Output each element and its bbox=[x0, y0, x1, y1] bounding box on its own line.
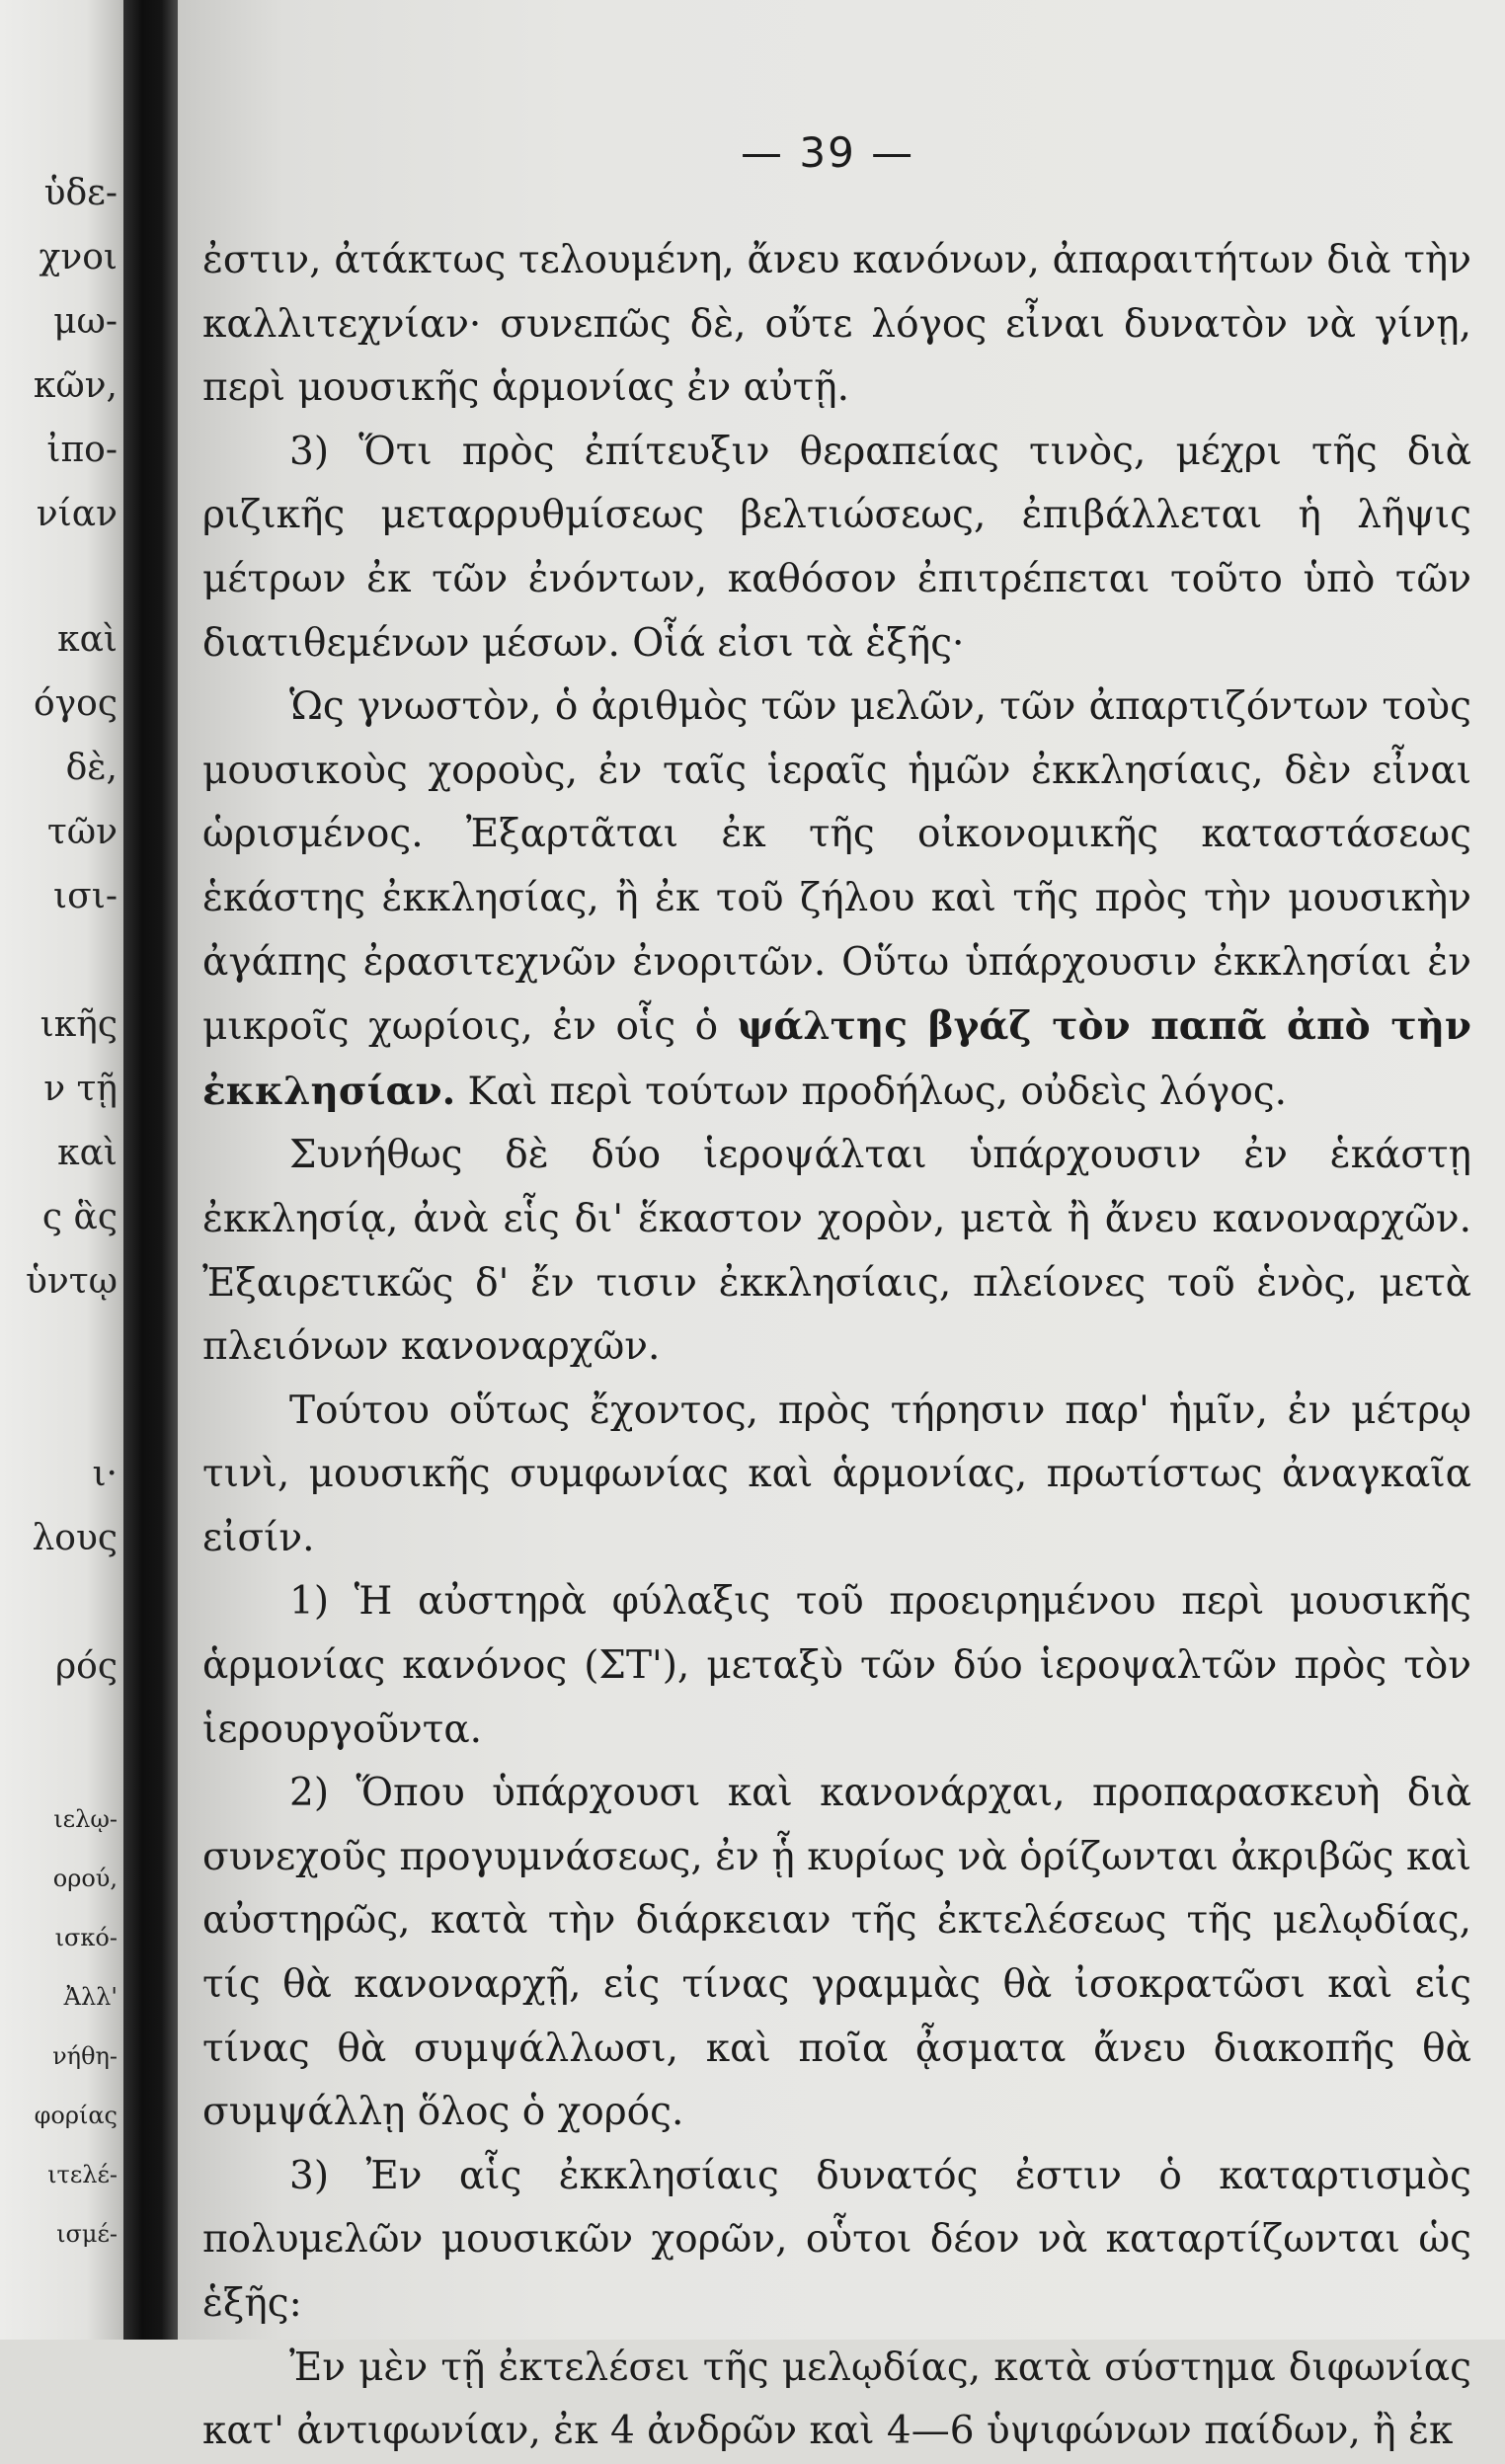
text-run: 3) Ὅτι πρὸς ἐπίτευξιν θεραπείας τινὸς, μέχρι τῆς διὰ ριζικῆς μεταρρυθμίσεως βελτιώσεως, ἐπιβάλλεται ἡ λῆψις μέτρων ἐκ τῶν ἐνόντων, καθόσον ἐπιτρέπεται τοῦτο ὑπὸ τῶν διατιθεμένων μέσων. Οἷά εἰσι τὰ ἑξῆς· bbox=[202, 429, 1471, 666]
facing-page-fragment: Ἀλλ' bbox=[63, 1983, 118, 2011]
facing-page-fragment: ὑδε- bbox=[43, 173, 118, 213]
text-run: ἐστιν, ἀτάκτως τελουμένη, ἄνευ κανόνων, ἀπαραιτήτων διὰ τὴν καλλιτεχνίαν· συνεπῶς δὲ, οὔτε λόγος εἶναι δυνατὸν νὰ γίνῃ, περὶ μουσικῆς ἁρμονίας ἐν αὐτῇ. bbox=[202, 238, 1471, 411]
facing-page-fragment: ς ἃς bbox=[41, 1197, 118, 1237]
facing-page-fragment: νήθη- bbox=[52, 2042, 118, 2070]
paragraph bbox=[202, 229, 1471, 421]
text-run: Καὶ περὶ τούτων προδήλως, οὐδεὶς λόγος. bbox=[455, 1069, 1288, 1114]
facing-page-fragment: ορού, bbox=[52, 1865, 118, 1892]
text-run: 2) Ὅπου ὑπάρχουσι καὶ κανονάρχαι, προπαρασκευὴ διὰ συνεχοῦς προγυμνάσεως, ἐν ᾗ κυρίως νὰ ὁρίζωνται ἀκριβῶς καὶ αὐστηρῶς, κατὰ τὴν διάρκειαν τῆς ἐκτελέσεως τῆς μελῳδίας, τίς θὰ κανοναρχῇ, εἰς τίνας γραμμὰς θὰ ἰσοκρατῶσι καὶ εἰς τίνας θὰ συμψάλλωσι, καὶ ποῖα ᾆσματα ἄνευ διακοπῆς θὰ συμψάλλῃ ὅλος ὁ χορός. bbox=[202, 1771, 1471, 2135]
facing-page-fragment: ρός bbox=[55, 1646, 118, 1687]
facing-page-fragment: ιελῳ- bbox=[53, 1805, 118, 1833]
facing-page-fragment: καὶ bbox=[57, 619, 118, 660]
text-run: Συνήθως δὲ δύο ἱεροψάλται ὑπάρχουσιν ἐν ἑκάστῃ ἐκκλησίᾳ, ἀνὰ εἷς δι' ἕκαστον χορὸν, μετὰ ἢ ἄνευ κανοναρχῶν. Ἐξαιρετικῶς δ' ἔν τισιν ἐκκλησίαις, πλείονες τοῦ ἑνὸς, μετὰ πλειόνων κανοναρχῶν. bbox=[202, 1133, 1471, 1370]
facing-page-fragment: τῶν bbox=[46, 812, 118, 852]
facing-page-edge bbox=[0, 0, 123, 2340]
facing-page-fragment: ὑντῳ bbox=[25, 1261, 118, 1302]
text-run: 3) Ἐν αἷς ἐκκλησίαις δυνατός ἐστιν ὁ καταρτισμὸς πολυμελῶν μουσικῶν χορῶν, οὗτοι δέον νὰ καταρτίζωνται ὡς ἑξῆς: bbox=[202, 2153, 1471, 2326]
paragraph bbox=[202, 421, 1471, 676]
text-run: 1) Ἡ αὐστηρὰ φύλαξις τοῦ προειρημένου περὶ μουσικῆς ἁρμονίας κανόνος (ΣΤ'), μεταξὺ τῶν δύο ἱεροψαλτῶν πρὸς τὸν ἱερουργοῦντα. bbox=[202, 1579, 1471, 1752]
facing-page-fragment: νίαν bbox=[36, 494, 118, 534]
facing-page-fragment: ισκό- bbox=[54, 1924, 118, 1951]
facing-page-fragment: χνοι bbox=[39, 237, 118, 278]
paragraph bbox=[202, 1570, 1471, 1762]
facing-page-fragment: ἰπο- bbox=[46, 430, 118, 470]
facing-page-fragment: ι· bbox=[92, 1454, 118, 1494]
paragraph bbox=[202, 1762, 1471, 2145]
facing-page-fragment: λους bbox=[32, 1518, 118, 1558]
page-number: — 39 — bbox=[741, 128, 915, 177]
facing-page-fragment: κῶν, bbox=[33, 365, 118, 406]
paragraph bbox=[202, 676, 1471, 1124]
book-gutter bbox=[123, 0, 178, 2340]
facing-page-fragment: όγος bbox=[33, 683, 118, 724]
paragraph bbox=[202, 2337, 1471, 2464]
facing-page-fragment: καὶ bbox=[57, 1133, 118, 1173]
bold-phrase: ψάλτης βγάζ τὸν παπᾶ ἀπὸ τὴν ἐκκλησίαν. bbox=[202, 1003, 1471, 1114]
body-text bbox=[202, 229, 1471, 2464]
book-page bbox=[178, 0, 1505, 2454]
paragraph bbox=[202, 1124, 1471, 1379]
text-run: Τούτου οὕτως ἔχοντος, πρὸς τήρησιν παρ' ἡμῖν, ἐν μέτρῳ τινὶ, μουσικῆς συμφωνίας καὶ ἁρμονίας, πρωτίστως ἀναγκαῖα εἰσίν. bbox=[202, 1388, 1471, 1560]
paragraph bbox=[202, 1380, 1471, 1571]
facing-page-fragment: ισμέ- bbox=[56, 2220, 118, 2248]
facing-page-fragment: ικῆς bbox=[40, 1004, 118, 1045]
facing-page-fragment: μω- bbox=[53, 301, 118, 342]
facing-page-fragment: φορίας bbox=[34, 2102, 118, 2129]
facing-page-fragment: ισι- bbox=[53, 876, 118, 916]
facing-page-fragment: ιτελέ- bbox=[47, 2161, 118, 2188]
facing-page-fragment: ν τῇ bbox=[43, 1069, 118, 1109]
paragraph bbox=[202, 2145, 1471, 2337]
text-run: Ὡς γνωστὸν, ὁ ἀριθμὸς τῶν μελῶν, τῶν ἀπαρτιζόντων τοὺς μουσικοὺς χοροὺς, ἐν ταῖς ἱεραῖς ἡμῶν ἐκκλησίαις, δὲν εἶναι ὡρισμένος. Ἐξαρτᾶται ἐκ τῆς οἰκονομικῆς καταστάσεως ἑκάστης ἐκκλησίας, ἢ ἐκ τοῦ ζήλου καὶ τῆς πρὸς τὴν μουσικὴν ἀγάπης ἐρασιτεχνῶν ἐνοριτῶν. Οὕτω ὑπάρχουσιν ἐκκλησίαι ἐν μικροῖς χωρίοις, ἐν οἷς ὁ bbox=[202, 684, 1471, 1050]
facing-page-fragment: δὲ, bbox=[65, 748, 118, 788]
text-run: Ἐν μὲν τῇ ἐκτελέσει τῆς μελῳδίας, κατὰ σύστημα διφωνίας κατ' ἀντιφωνίαν, ἐκ 4 ἀνδρῶν καὶ 4—6 ὑψιφώνων παίδων, ἢ ἐκ bbox=[202, 2345, 1471, 2454]
